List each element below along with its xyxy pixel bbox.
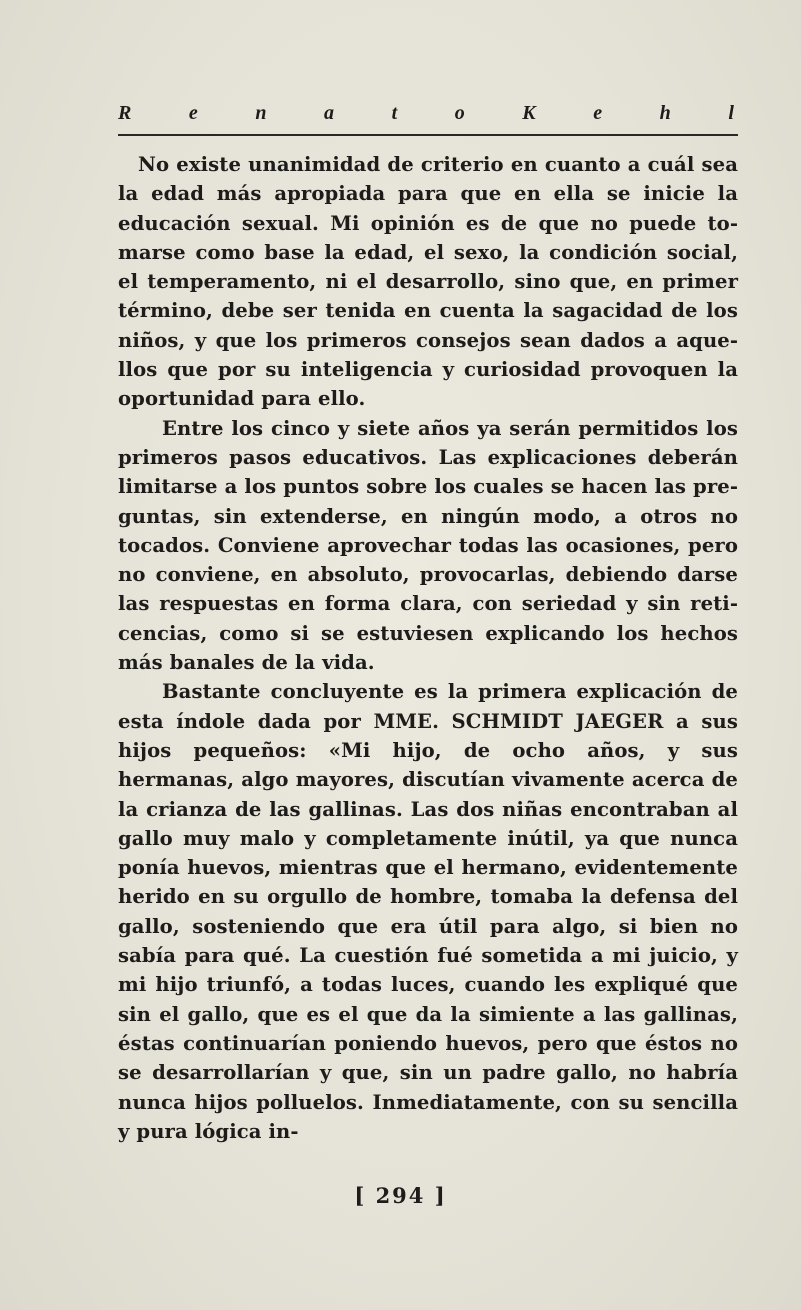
running-head-letter: e: [593, 102, 603, 124]
running-head-letter: h: [659, 102, 671, 124]
page-number: [ 294 ]: [354, 1183, 447, 1208]
running-head-author: [118, 98, 738, 128]
running-head-letter: l: [728, 102, 734, 124]
paragraph: Entre los cinco y siete años ya serán permitidos los primeros pasos educativos. Las explicaciones deberán limitarse a los puntos sobre los cuales se hacen las preguntas, sin extenderse, en ningún modo, a otros no tocados. Conviene aprovechar todas las ocasiones, pero no conviene, en absoluto, provocarlas, debiendo darse las respuestas en forma clara, con seriedad y sin reticencias, como si se estuviesen explicando los hechos más banales de la vida.: [118, 416, 738, 675]
paragraph: No existe unanimidad de criterio en cuanto a cuál sea la edad más apropiada para que en ella se inicie la educación sexual. Mi opinión es de que no puede tomarse como base la edad, el sexo, la condición social, el temperamento, ni el desarrollo, sino que, en primer término, debe ser tenida en cuenta la sagacidad de los niños, y que los primeros consejos sean dados a aquellos que por su inteligencia y curiosidad provoquen la oportunidad para ello.: [118, 153, 738, 411]
paragraph: Bastante concluyente es la primera explicación de esta índole dada por MME. SCHMIDT JAEGER a sus hijos pequeños: «Mi hijo, de ocho años, y sus hermanas, algo mayores, discutían vivamente acerca de la crianza de las gallinas. Las dos niñas encontraban al gallo muy malo y completamente inútil, ya que nunca ponía huevos, mientras que el hermano, evidentemente herido en su orgullo de hombre, tomaba la defensa del gallo, sosteniendo que era útil para algo, si bien no sabía para qué. La cuestión fué sometida a mi juicio, y mi hijo triunfó, a todas luces, cuando les expliqué que sin el gallo, que es el que da la simiente a las gallinas, éstas continuarían poniendo huevos, pero que éstos no se desarrollarían y que, sin un padre gallo, no habría nunca hijos polluelos. Inmediatamente, con su sencilla y pura lógica in-: [118, 680, 738, 1143]
running-head-letter: o: [454, 102, 465, 124]
body-text: [118, 150, 738, 1146]
running-head-letter: K: [522, 102, 536, 124]
running-head-letter: e: [188, 102, 198, 124]
running-head-letter: t: [391, 102, 398, 124]
running-head-letter: n: [255, 102, 267, 124]
running-head-letter: a: [324, 102, 335, 124]
running-head: [118, 98, 738, 136]
running-head-letter: R: [118, 102, 132, 124]
